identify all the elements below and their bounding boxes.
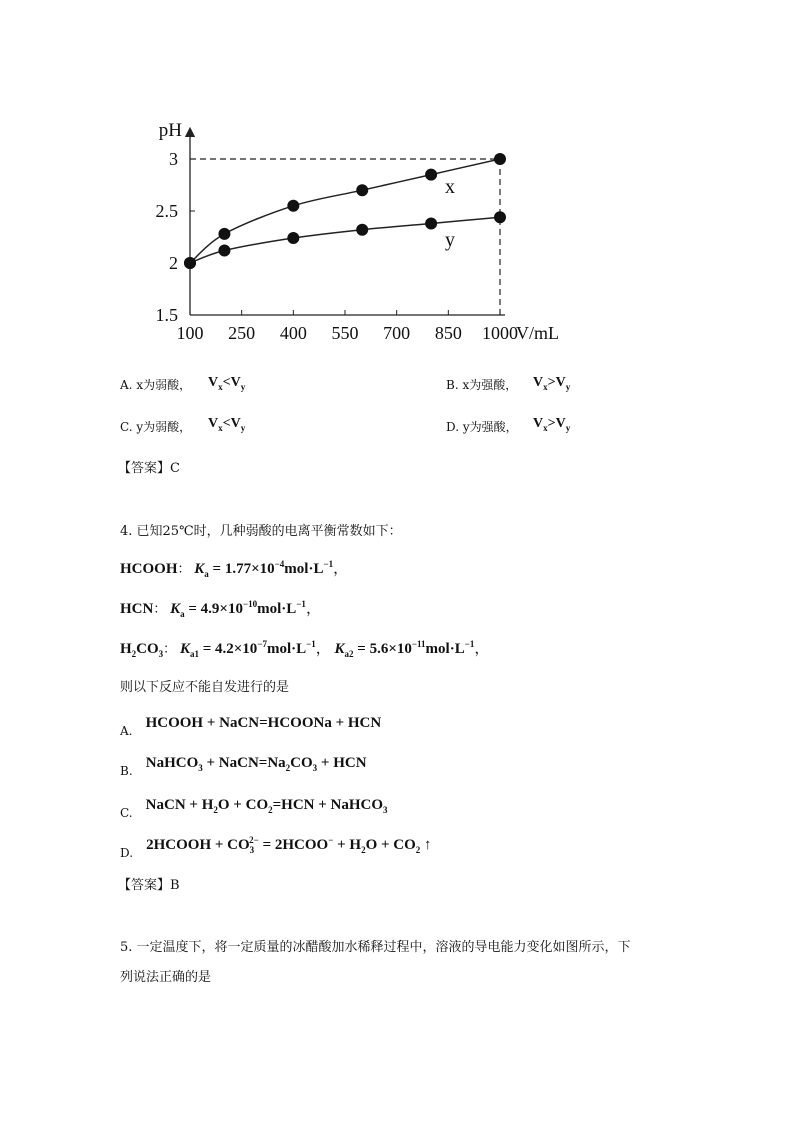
data-point-y — [218, 245, 230, 257]
q3-option-c-relation: $V_x<V_y$ — [208, 416, 246, 433]
option-letter: B. — [446, 378, 459, 392]
x-tick-label: 850 — [434, 323, 462, 343]
data-point-y — [184, 257, 196, 269]
option-text: y为弱酸， — [136, 420, 192, 434]
option-letter: A. — [120, 378, 133, 392]
option-text: x为弱酸， — [136, 378, 192, 392]
option-text: y为强酸， — [462, 420, 518, 434]
option-letter: C. — [120, 420, 133, 434]
data-point-x — [356, 184, 368, 196]
q3-option-b[interactable] — [446, 376, 517, 393]
q4-question: 则以下反应不能自发进行的是 — [120, 680, 290, 695]
data-point-y — [287, 232, 299, 244]
x-tick-label: 100 — [176, 323, 204, 343]
q3-option-a[interactable] — [120, 376, 191, 393]
q5-line-2: 列说法正确的是 — [120, 970, 212, 985]
data-point-y — [494, 211, 506, 223]
q5-line-1: 5. 一定温度下，将一定质量的冰醋酸加水稀释过程中，溶液的导电能力变化如图所示，下 — [120, 940, 631, 955]
series-label-x: x — [445, 176, 455, 198]
x-tick-label: 1000 — [482, 323, 518, 343]
q4-option-a[interactable]: $_{A.}$ HCOOH + NaCN=HCOONa + HCN — [120, 715, 382, 738]
q4-option-d[interactable]: $_{D.}$ 2HCOOH + $CO_3^{2-}$ = 2HCOO− + $H_2O + CO_2$ ↑ — [120, 835, 432, 860]
x-tick-label: 700 — [383, 323, 411, 343]
q4-hcooh-line: HCOOH： $K_a = 1.77\times 10^{-4}mol\cdot L^{-1}$， — [120, 559, 349, 579]
x-tick-label: 250 — [228, 323, 256, 343]
q4-answer: 【答案】B — [118, 878, 180, 893]
q4-h2co3-line: $H_2CO_3$： $K_{a1} = 4.2\times 10^{-7}mol\cdot L^{-1}$， $K_{a2} = 5.6\times 10^{-11}mol\cdot L^{-1}$， — [120, 639, 490, 659]
ph-volume-chart — [140, 110, 600, 350]
y-axis-label: pH — [158, 120, 182, 141]
q3-option-b-relation: $V_x>V_y$ — [533, 375, 571, 392]
q3-answer: 【答案】C — [118, 461, 180, 476]
q3-option-c[interactable] — [120, 418, 191, 435]
series-label-y: y — [445, 229, 455, 252]
y-tick-label: 2 — [169, 253, 178, 273]
x-tick-label: 400 — [279, 323, 307, 343]
data-point-x — [494, 153, 506, 165]
x-tick-label: 550 — [331, 323, 359, 343]
q3-option-d[interactable] — [446, 418, 518, 435]
q4-stem: 4. 已知25℃时，几种弱酸的电离平衡常数如下： — [120, 524, 402, 539]
q4-option-b[interactable]: $_{B.}$ NaHCO$_3$ + $NaCN=Na_2CO_3$ + HCN — [120, 755, 367, 778]
data-point-x — [287, 200, 299, 212]
y-tick-label: 3 — [169, 149, 178, 169]
q3-option-a-relation: $V_x<V_y$ — [208, 375, 246, 392]
x-axis-label: V/mL — [516, 323, 559, 343]
q4-hcn-line: HCN： $K_a = 4.9\times 10^{-10}mol\cdot L^{-1}$， — [120, 599, 321, 619]
q3-option-d-relation: $V_x>V_y$ — [533, 416, 571, 433]
y-tick-label: 1.5 — [155, 305, 178, 325]
data-point-y — [425, 217, 437, 229]
option-text: x为强酸， — [462, 378, 518, 392]
q4-option-c[interactable]: $_{C.}$ NaCN + $H_2O + CO_2=HCN$ + NaHCO$_3$ — [120, 797, 388, 820]
data-point-x — [218, 228, 230, 240]
data-point-y — [356, 224, 368, 236]
data-point-x — [425, 169, 437, 181]
option-letter: D. — [446, 420, 460, 434]
y-tick-label: 2.5 — [155, 201, 178, 221]
